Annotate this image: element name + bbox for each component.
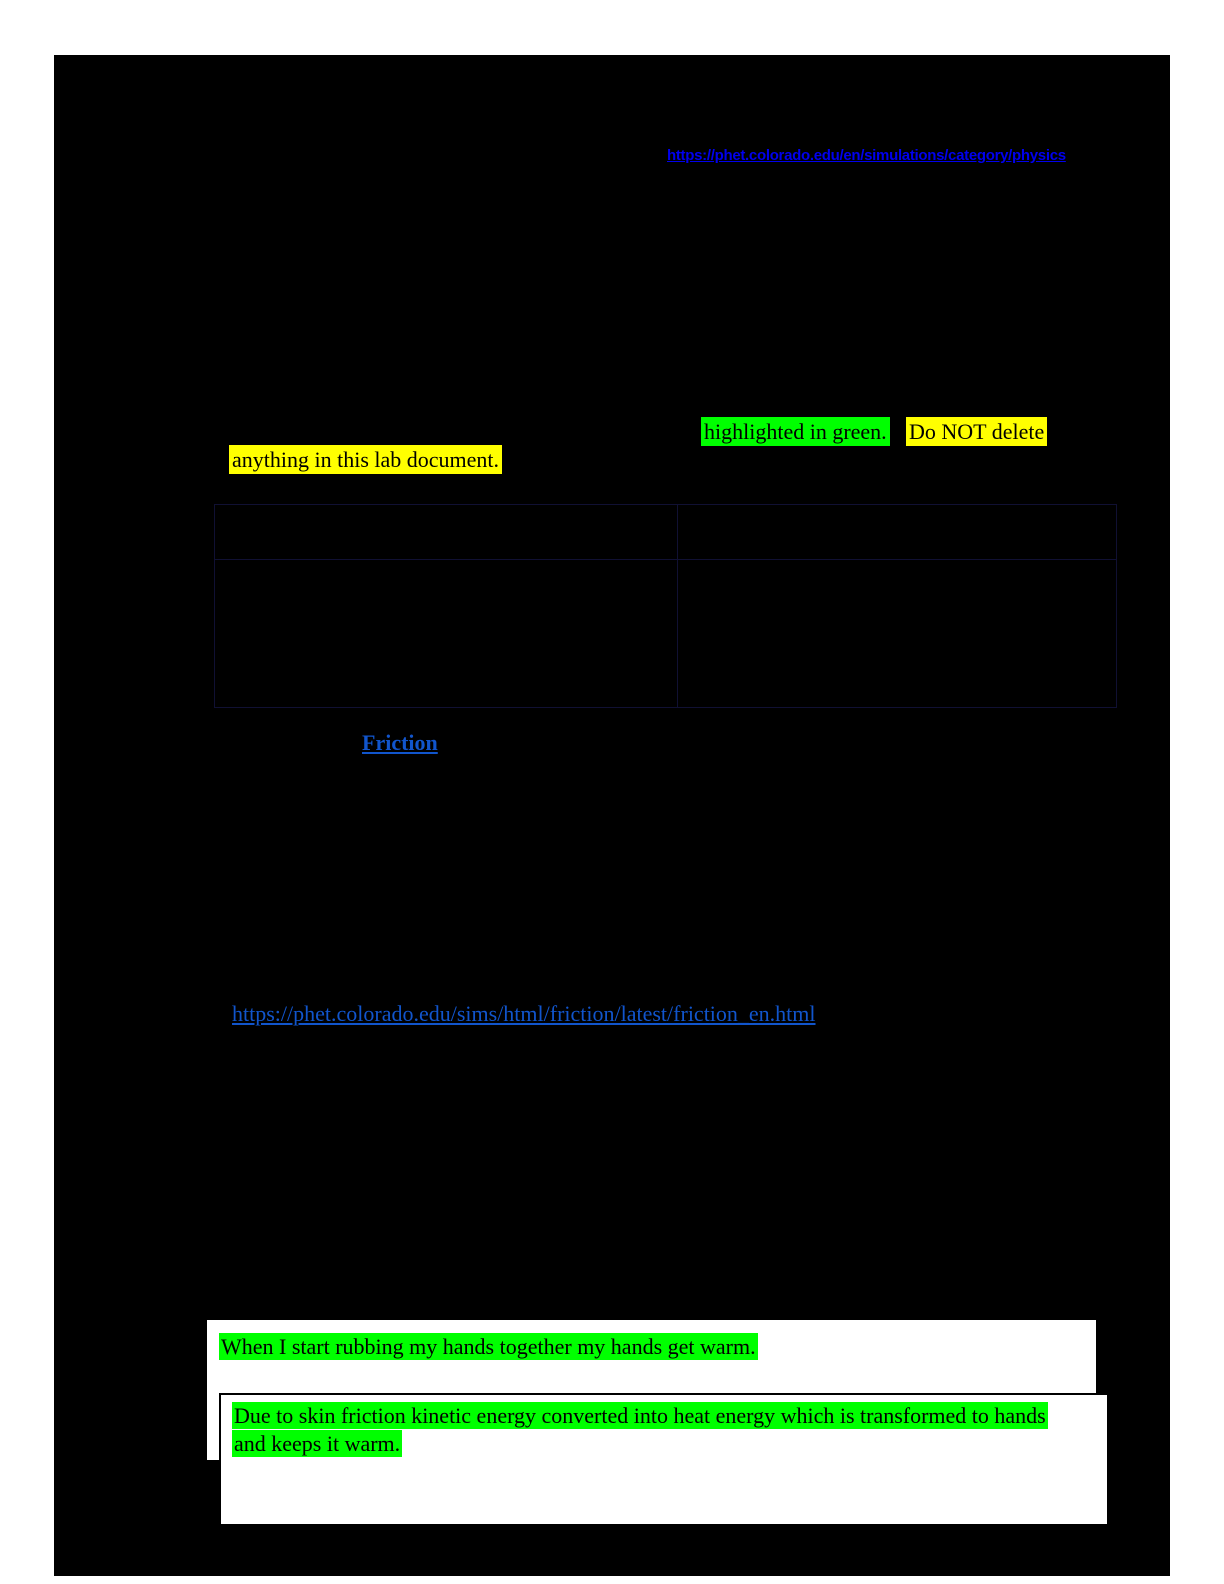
response-text-1: [219, 1333, 1069, 1361]
response-box-2[interactable]: [219, 1393, 1109, 1526]
table-cell-body-right[interactable]: [678, 560, 1117, 708]
table-row: [215, 560, 1117, 708]
friction-simulation-url-link[interactable]: https://phet.colorado.edu/sims/html/friction/latest/friction_en.html: [232, 1001, 816, 1026]
table-cell-body-left[interactable]: [215, 560, 678, 708]
green-highlight-note: highlighted in green.: [701, 417, 890, 446]
yellow-highlight-note-line2: anything in this lab document.: [229, 445, 502, 474]
response-text-2: [232, 1402, 1072, 1458]
yellow-highlight-note-line1: Do NOT delete: [906, 417, 1047, 446]
table-row: [215, 505, 1117, 560]
response-2-highlighted-text: Due to skin friction kinetic energy converted into heat energy which is transformed to hands and keeps it warm.: [234, 1403, 1046, 1456]
friction-link[interactable]: Friction: [362, 730, 438, 755]
lab-info-table: [214, 504, 1117, 708]
table-cell-header-right[interactable]: [678, 505, 1117, 560]
response-1-highlighted-text: When I start rubbing my hands together my hands get warm.: [221, 1334, 756, 1359]
physics-simulations-link[interactable]: https://phet.colorado.edu/en/simulations/category/physics: [667, 147, 1066, 164]
table-cell-header-left[interactable]: [215, 505, 678, 560]
document-canvas: [54, 55, 1170, 1576]
